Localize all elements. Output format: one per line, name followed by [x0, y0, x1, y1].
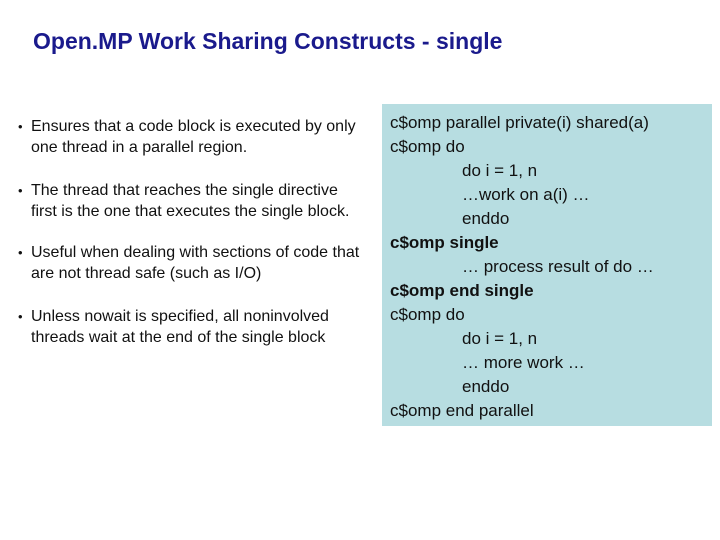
code-block — [382, 104, 712, 426]
code-line: enddo — [462, 209, 510, 228]
code-line: enddo — [462, 377, 510, 396]
bullet-list — [18, 116, 373, 370]
code-line: c$omp end parallel — [390, 401, 534, 420]
bullet-item — [18, 242, 373, 284]
code-line: do i = 1, n — [462, 329, 538, 348]
code-line: c$omp do — [390, 137, 465, 156]
bullet-marker: • — [18, 183, 23, 198]
bullet-marker: • — [18, 309, 23, 324]
code-line: c$omp parallel private(i) shared(a) — [390, 113, 649, 132]
bullet-text: The thread that reaches the single directive first is the one that executes the single block. — [31, 182, 350, 220]
bullet-marker: • — [18, 245, 23, 260]
bullet-text: Useful when dealing with sections of code that are not thread safe (such as I/O) — [31, 244, 360, 282]
code-line: c$omp end single — [390, 281, 534, 300]
bullet-item — [18, 116, 373, 158]
code-line: c$omp do — [390, 305, 465, 324]
code-line: c$omp single — [390, 233, 499, 252]
code-line: … process result of do … — [462, 257, 654, 276]
bullet-text: Unless nowait is specified, all noninvolved threads wait at the end of the single block — [31, 308, 329, 346]
bullet-marker: • — [18, 119, 23, 134]
code-line: do i = 1, n — [462, 161, 538, 180]
code-line: … more work … — [462, 353, 585, 372]
bullet-text: Ensures that a code block is executed by only one thread in a parallel region. — [31, 118, 356, 156]
bullet-item — [18, 306, 373, 348]
code-line: …work on a(i) … — [462, 185, 590, 204]
bullet-item — [18, 180, 373, 222]
slide-title: Open.MP Work Sharing Constructs - single — [33, 28, 503, 54]
